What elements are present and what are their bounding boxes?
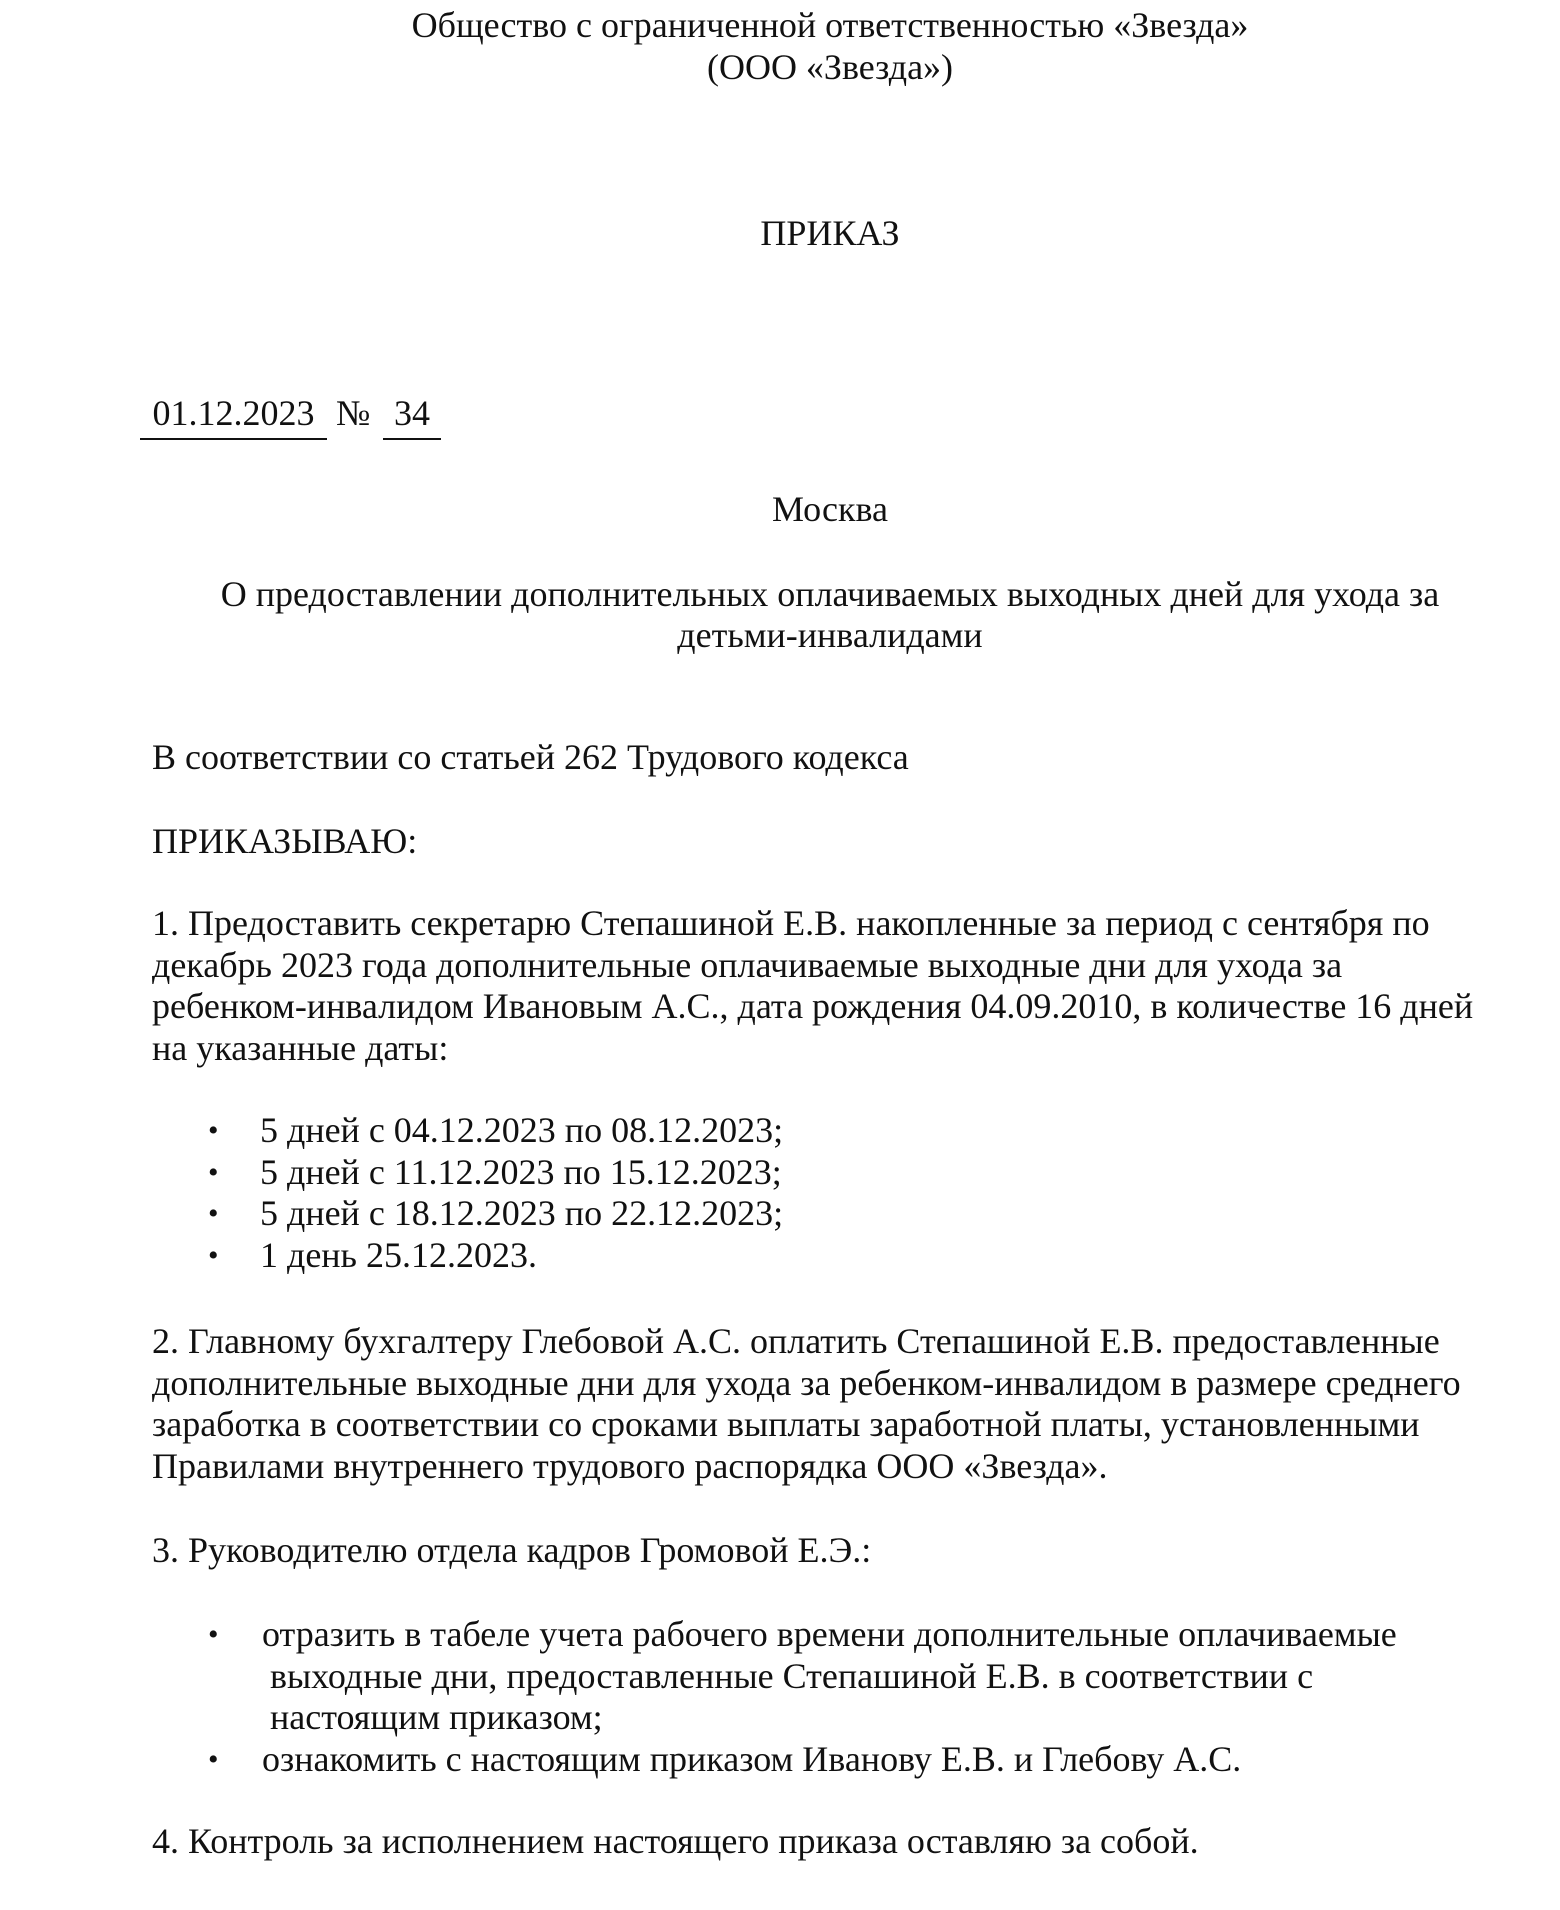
bullet-icon: • xyxy=(208,1114,219,1147)
bullet-icon: • xyxy=(208,1742,219,1776)
order-directive-word: ПРИКАЗЫВАЮ: xyxy=(152,821,418,861)
list-item xyxy=(0,1235,783,1277)
city: Москва xyxy=(772,489,888,529)
order-subject-line: детьми-инвалидами xyxy=(677,615,983,655)
organization-short-name: (ООО «Звезда») xyxy=(706,47,954,87)
list-item xyxy=(0,1739,1420,1781)
order-item-1-line: ребенком-инвалидом Ивановым А.С., дата рождения 04.09.2010, в количестве 16 дней xyxy=(152,986,1474,1026)
days-off-date: 5 дней с 18.12.2023 по 22.12.2023; xyxy=(260,1193,784,1233)
hr-task-line: настоящим приказом; xyxy=(270,1697,603,1737)
hr-task-line: ознакомить с настоящим приказом Иванову Е.В. и Глебову А.С. xyxy=(262,1738,1242,1779)
order-item-2 xyxy=(152,1321,1482,1487)
list-item xyxy=(0,1152,783,1194)
order-number-field: 34 xyxy=(383,392,441,440)
order-item-2-line: заработка в соответствии со сроками выплаты заработной платы, установленными xyxy=(152,1404,1420,1444)
number-sign: № xyxy=(336,393,371,433)
days-off-dates-list xyxy=(0,1110,783,1276)
legal-basis: В соответствии со статьей 262 Трудового кодекса xyxy=(152,737,909,777)
order-item-1 xyxy=(152,903,1482,1069)
organization-name: Общество с ограниченной ответственностью «Звезда» xyxy=(411,5,1249,45)
hr-tasks-list xyxy=(0,1614,1420,1780)
bullet-icon: • xyxy=(208,1197,219,1230)
list-item xyxy=(0,1110,783,1152)
order-item-2-line: дополнительные выходные дни для ухода за ребенком-инвалидом в размере среднего xyxy=(152,1362,1461,1403)
days-off-date: 5 дней с 11.12.2023 по 15.12.2023; xyxy=(260,1151,782,1192)
bullet-icon: • xyxy=(208,1238,219,1272)
days-off-date: 1 день 25.12.2023. xyxy=(260,1234,537,1275)
bullet-icon: • xyxy=(208,1155,219,1189)
order-item-4: 4. Контроль за исполнением настоящего приказа оставляю за собой. xyxy=(152,1821,1199,1861)
order-date-field: 01.12.2023 xyxy=(140,392,327,440)
order-subject-line: О предоставлении дополнительных оплачиваемых выходных дней для ухода за xyxy=(220,574,1440,614)
hr-task-line: отразить в табеле учета рабочего времени дополнительные оплачиваемые xyxy=(262,1614,1397,1654)
document-type-title: ПРИКАЗ xyxy=(760,213,900,253)
days-off-date: 5 дней с 04.12.2023 по 08.12.2023; xyxy=(260,1110,784,1150)
hr-task-line: выходные дни, предоставленные Степашиной Е.В. в соответствии с xyxy=(270,1655,1314,1696)
order-item-2-line: Правилами внутреннего трудового распорядка ООО «Звезда». xyxy=(152,1445,1108,1486)
list-item xyxy=(0,1193,783,1235)
order-item-2-line: 2. Главному бухгалтеру Глебовой А.С. оплатить Степашиной Е.В. предоставленные xyxy=(152,1321,1440,1361)
order-item-1-line: декабрь 2023 года дополнительные оплачиваемые выходные дни для ухода за xyxy=(152,944,1343,985)
bullet-icon: • xyxy=(208,1618,219,1651)
order-subject xyxy=(0,574,1560,656)
list-item xyxy=(0,1614,1420,1739)
order-item-1-line: 1. Предоставить секретарю Степашиной Е.В. накопленные за период с сентября по xyxy=(152,903,1430,943)
order-item-1-line: на указанные даты: xyxy=(152,1027,449,1068)
order-item-3: 3. Руководителю отдела кадров Громовой Е.Э.: xyxy=(152,1530,872,1570)
